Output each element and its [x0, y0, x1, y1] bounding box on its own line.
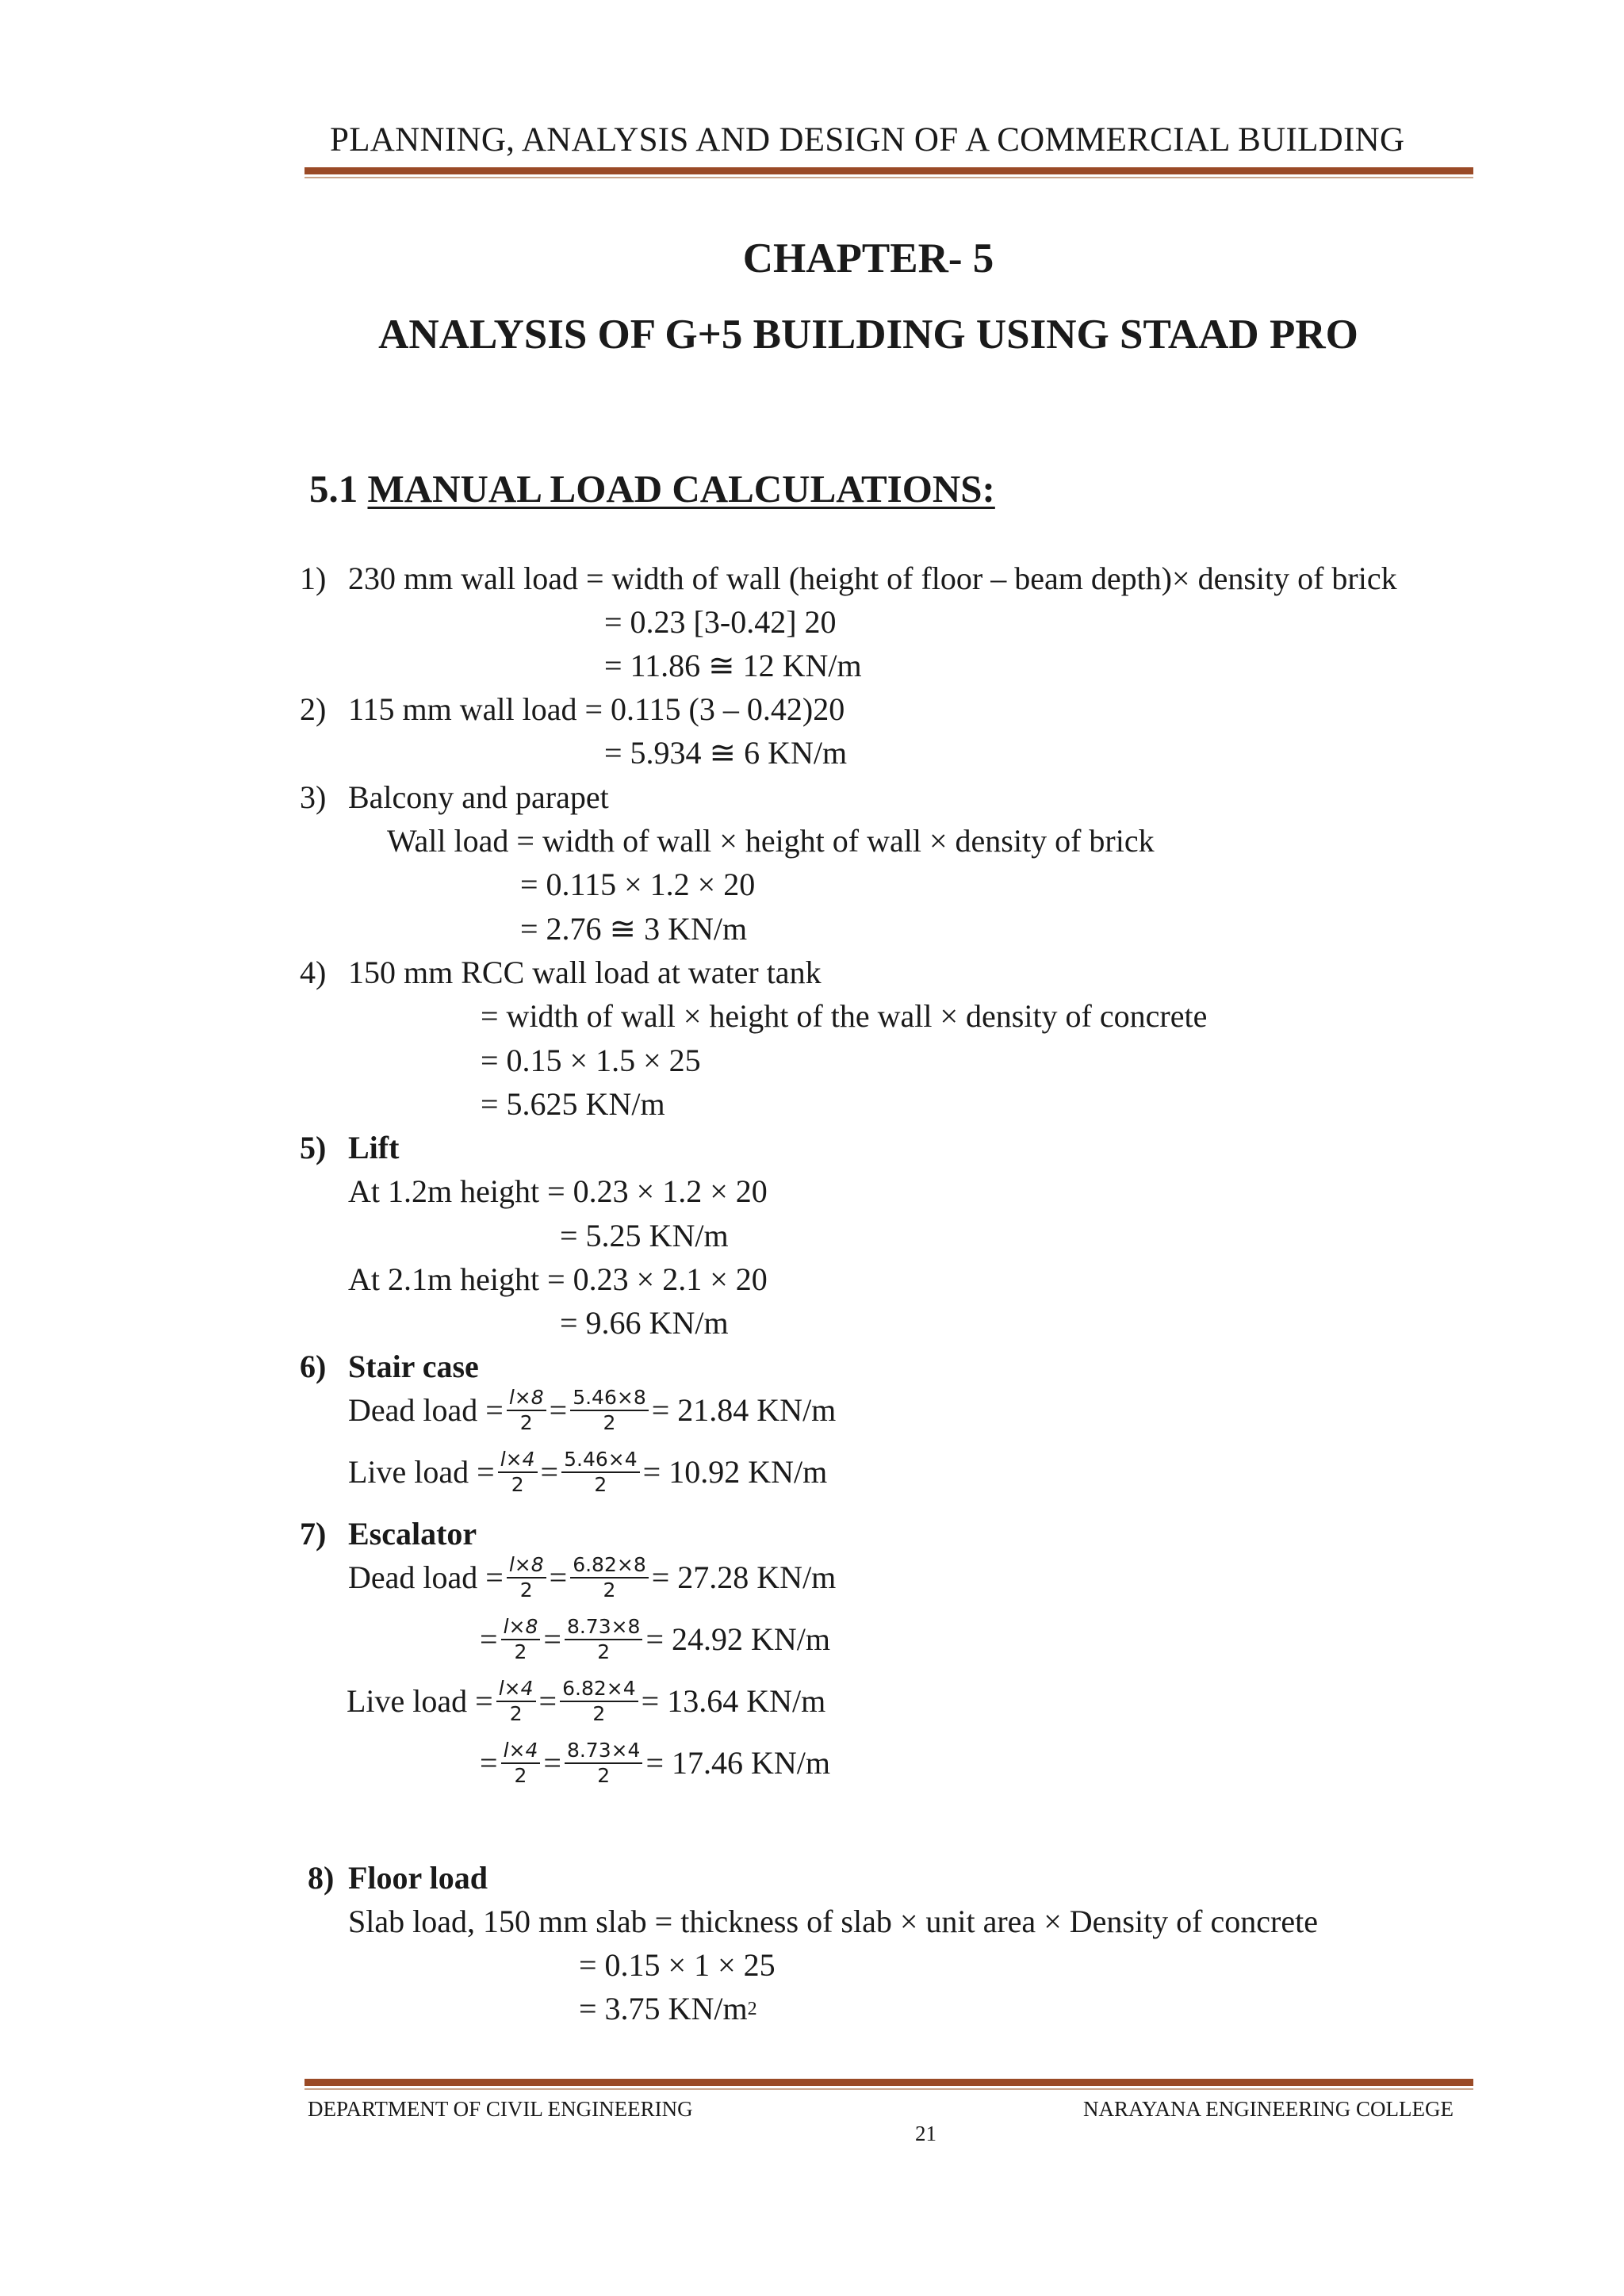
calc-line: = 9.66 KN/m	[560, 1305, 729, 1341]
section-number: 5.1	[309, 467, 358, 511]
fraction: $\frac{8.73\times 4}{2}$	[565, 1739, 643, 1788]
item-text: 150 mm RCC wall load at water tank	[348, 955, 822, 990]
item-number: 6)	[300, 1349, 327, 1384]
fraction: $\frac{6.82\times 4}{2}$	[560, 1677, 638, 1726]
item-number: 3)	[300, 779, 327, 815]
item-text: 115 mm wall load = 0.115 (3 – 0.42)20	[348, 691, 845, 727]
formula-result: = 21.84 KN/m	[651, 1392, 837, 1429]
calc-line: = 3.75 $KN/m^2$	[579, 1991, 757, 2026]
formula-result: = 17.46 KN/m	[645, 1745, 831, 1781]
fraction: $\frac{l\times 4}{2}$	[496, 1677, 536, 1726]
calc-line: At 1.2m height = 0.23 × 1.2 × 20	[348, 1173, 768, 1209]
calc-line: = 0.115 × 1.2 × 20	[520, 867, 756, 902]
fraction: $\frac{l\times 4}{2}$	[498, 1448, 538, 1497]
formula-line: Dead load = $\frac{l\times 8}{2}$ = $\frac{6.82\times 8}{2}$ = 27.28 KN/m	[348, 1553, 837, 1601]
calc-line: = 5.934 ≅ 6 KN/m	[604, 735, 848, 771]
fraction: $\frac{6.82\times 8}{2}$	[570, 1553, 649, 1602]
page-number: 21	[915, 2122, 936, 2145]
item-number: 7)	[300, 1516, 327, 1552]
formula-label: Live load =	[347, 1683, 493, 1720]
running-header: PLANNING, ANALYSIS AND DESIGN OF A COMMERCIAL BUILDING	[330, 121, 1405, 159]
item-text: 230 mm wall load = width of wall (height of floor – beam depth)× density of brick	[348, 561, 1397, 596]
item-number: 2)	[300, 691, 327, 727]
calc-line: = 2.76 ≅ 3 KN/m	[520, 911, 748, 947]
formula-result: = 10.92 KN/m	[642, 1454, 828, 1490]
calc-line: = 0.15 × 1.5 × 25	[481, 1043, 701, 1078]
footer-department: DEPARTMENT OF CIVIL ENGINEERING	[308, 2097, 693, 2121]
formula-label: Dead load =	[348, 1392, 504, 1429]
section-title: MANUAL LOAD CALCULATIONS:	[367, 467, 995, 511]
calc-line: At 2.1m height = 0.23 × 2.1 × 20	[348, 1261, 768, 1297]
formula-label: Dead load =	[348, 1559, 504, 1596]
calc-line: = 0.15 × 1 × 25	[579, 1947, 776, 1983]
formula-line: Dead load = $\frac{l\times 8}{2}$ = $\frac{5.46\times 8}{2}$ = 21.84 KN/m	[348, 1386, 837, 1434]
calc-line: = 5.625 KN/m	[481, 1086, 665, 1122]
formula-line: = $\frac{l\times 4}{2}$ = $\frac{8.73\times 4}{2}$ = 17.46 KN/m	[480, 1739, 831, 1787]
formula-result: = 27.28 KN/m	[651, 1559, 837, 1596]
calc-line: = 0.23 [3-0.42] 20	[604, 604, 837, 640]
chapter-number: CHAPTER- 5	[742, 235, 994, 281]
fraction: $\frac{l\times 8}{2}$	[507, 1553, 546, 1602]
calc-line: Slab load, 150 mm slab = thickness of slab × unit area × Density of concrete	[348, 1904, 1318, 1939]
footer-rule-thin	[304, 2088, 1473, 2090]
header-rule-thin	[304, 177, 1473, 178]
item-heading: Lift	[348, 1130, 400, 1165]
fraction: $\frac{l\times 8}{2}$	[501, 1615, 541, 1664]
fraction: $\frac{5.46\times 8}{2}$	[570, 1386, 649, 1435]
footer-college: NARAYANA ENGINEERING COLLEGE	[1083, 2097, 1454, 2121]
chapter-title: ANALYSIS OF G+5 BUILDING USING STAAD PRO	[378, 312, 1358, 358]
item-heading: Floor load	[348, 1860, 488, 1896]
item-text: Balcony and parapet	[348, 779, 609, 815]
item-number: 4)	[300, 955, 327, 990]
calc-line: = 5.25 KN/m	[560, 1218, 729, 1253]
fraction: $\frac{5.46\times 4}{2}$	[561, 1448, 640, 1497]
formula-result: = 24.92 KN/m	[645, 1621, 831, 1658]
fraction: $\frac{l\times 8}{2}$	[507, 1386, 546, 1435]
formula-result: = 13.64 KN/m	[641, 1683, 826, 1720]
formula-line: = $\frac{l\times 8}{2}$ = $\frac{8.73\times 8}{2}$ = 24.92 KN/m	[480, 1615, 831, 1663]
item-heading: Escalator	[348, 1516, 477, 1552]
item-heading: Stair case	[348, 1349, 479, 1384]
calc-line: Wall load = width of wall × height of wall × density of brick	[387, 823, 1155, 859]
formula-line: Live load = $\frac{l\times 4}{2}$ = $\frac{5.46\times 4}{2}$ = 10.92 KN/m	[348, 1448, 828, 1496]
footer-rule	[304, 2079, 1473, 2086]
item-number: 5)	[300, 1130, 327, 1165]
header-rule	[304, 167, 1473, 174]
fraction: $\frac{l\times 4}{2}$	[501, 1739, 541, 1788]
calc-line: = width of wall × height of the wall × density of concrete	[481, 998, 1208, 1034]
fraction: $\frac{8.73\times 8}{2}$	[565, 1615, 643, 1664]
formula-line: Live load = $\frac{l\times 4}{2}$ = $\frac{6.82\times 4}{2}$ = 13.64 KN/m	[347, 1677, 826, 1725]
formula-label: Live load =	[348, 1454, 495, 1490]
section-heading	[309, 466, 995, 511]
calc-line: = 11.86 ≅ 12 KN/m	[604, 648, 862, 683]
item-number: 1)	[300, 561, 327, 596]
item-number: 8)	[308, 1860, 335, 1896]
